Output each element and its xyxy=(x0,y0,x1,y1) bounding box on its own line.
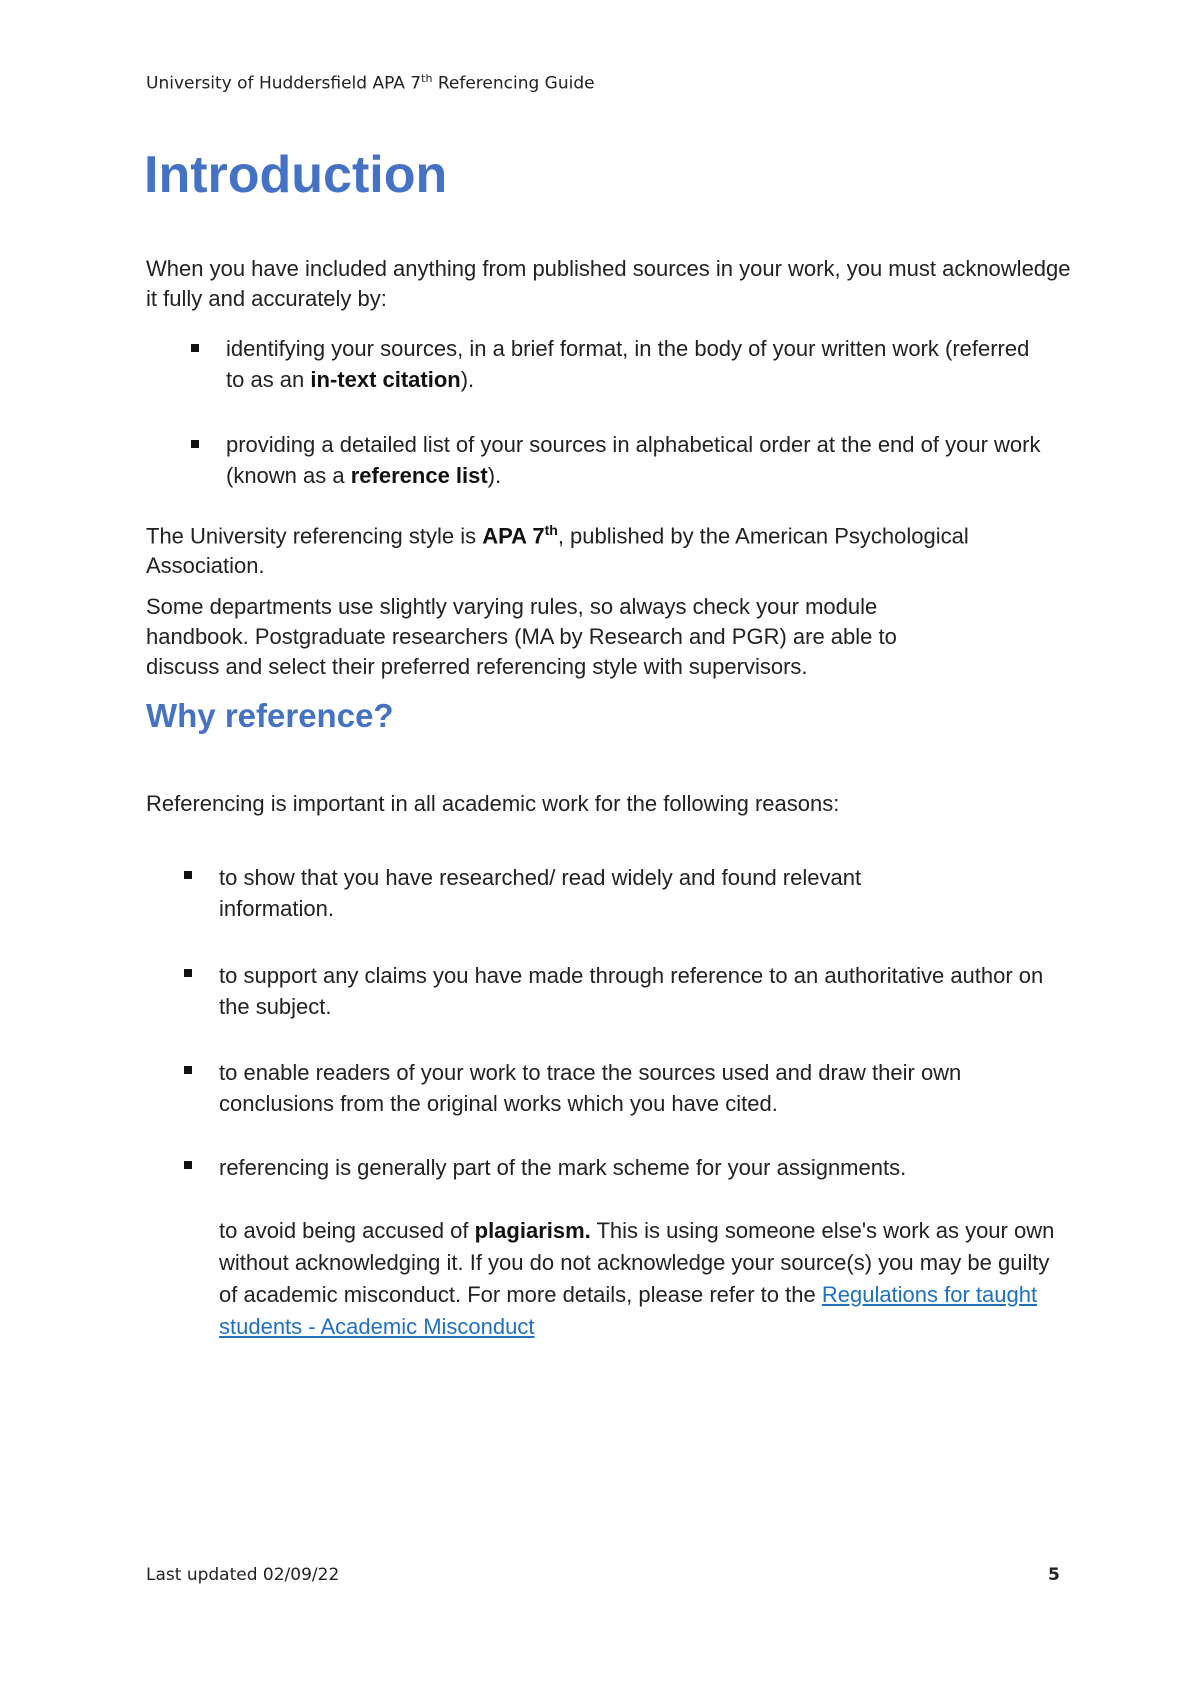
bullet-square-icon xyxy=(184,871,192,879)
bullet-square-icon xyxy=(191,440,199,448)
section-heading: Why reference? xyxy=(146,697,394,734)
intro-paragraph: When you have included anything from published sources in your work, you must acknowledge it fully and accurately by: xyxy=(146,256,1071,311)
list-item: referencing is generally part of the mark scheme for your assignments. xyxy=(219,1155,907,1180)
academic-misconduct-link[interactable]: Regulations for taught students - Academic Misconduct xyxy=(219,1282,1038,1339)
list-item: to show that you have researched/ read widely and found relevant information. xyxy=(219,865,862,921)
list-item: identifying your sources, in a brief format, in the body of your written work (referred to as an in-text citation). xyxy=(226,336,1030,392)
plagiarism-paragraph: to avoid being accused of plagiarism. This is using someone else's work as your own without acknowledging it. If you do not acknowledge your source(s) you may be guilty of academic misconduct. For more details, please refer to the Regulations for taught students - Academic Misconduct xyxy=(219,1218,1055,1339)
bullet-square-icon xyxy=(184,969,192,977)
bullet-square-icon xyxy=(184,1066,192,1074)
running-header: University of Huddersfield APA 7th Referencing Guide xyxy=(146,72,595,94)
page-number: 5 xyxy=(1048,1565,1060,1585)
list-item: to enable readers of your work to trace the sources used and draw their own conclusions from the original works which you have cited. xyxy=(219,1060,962,1116)
last-updated: Last updated 02/09/22 xyxy=(146,1565,340,1585)
list-item: to support any claims you have made through reference to an authoritative author on the subject. xyxy=(219,963,1044,1019)
style-paragraph: The University referencing style is APA 7th, published by the American Psychological Association. xyxy=(146,522,969,579)
bullet-square-icon xyxy=(184,1161,192,1169)
page-title: Introduction xyxy=(144,146,448,204)
list-item: providing a detailed list of your sources in alphabetical order at the end of your work (known as a reference list). xyxy=(226,432,1041,488)
bullet-square-icon xyxy=(191,344,199,352)
departments-paragraph: Some departments use slightly varying rules, so always check your module handbook. Postgraduate researchers (MA by Research and PGR) are able to discuss and select their preferred referencing style with supervisors. xyxy=(146,594,897,679)
why-lead-paragraph: Referencing is important in all academic work for the following reasons: xyxy=(146,791,840,816)
